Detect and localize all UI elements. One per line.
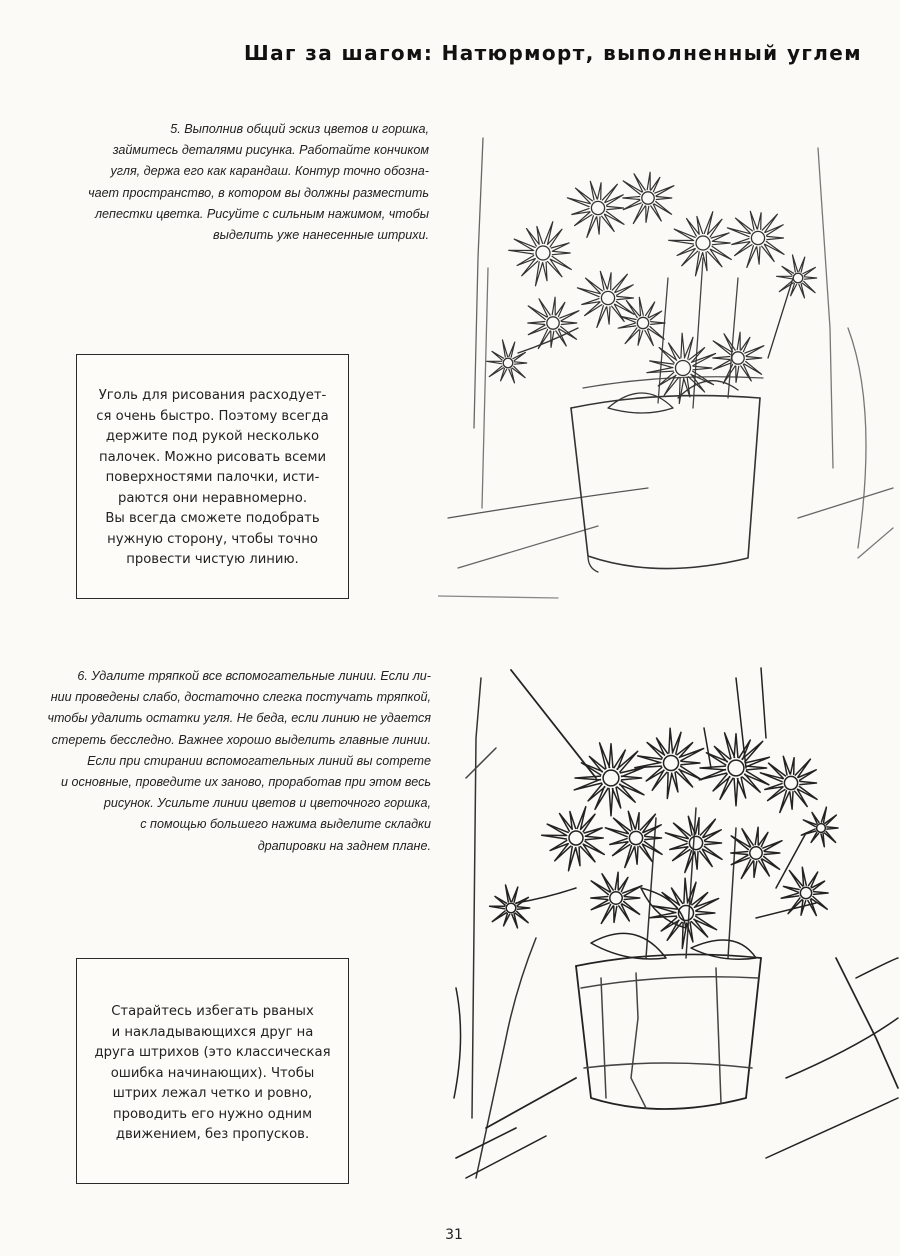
charcoal-sketch-step-6 bbox=[436, 658, 900, 1188]
flower-center bbox=[728, 760, 744, 776]
text-line: палочек. Можно рисовать всеми bbox=[98, 449, 327, 465]
flower-center bbox=[784, 776, 797, 789]
flower-center bbox=[601, 291, 614, 304]
text-line: 5. Выполнив общий эскиз цветов и горшка, bbox=[170, 122, 429, 136]
flower-petals bbox=[591, 872, 642, 923]
flower-petals bbox=[731, 827, 782, 878]
flower-petals bbox=[781, 867, 828, 915]
text-line: поверхностями палочки, исти- bbox=[105, 470, 320, 485]
flower-center bbox=[732, 352, 744, 364]
text-line: стереть бесследно. Важнее хорошо выделить главные линии. bbox=[51, 732, 431, 747]
text-line: 6. Удалите тряпкой все вспомогательные линии. Если ли- bbox=[77, 669, 431, 683]
flower-petals bbox=[487, 340, 527, 383]
flower-petals bbox=[635, 728, 704, 798]
page-number: 31 bbox=[445, 1227, 463, 1243]
text-line: штрих лежал четко и ровно, bbox=[112, 1086, 313, 1101]
flower-center bbox=[610, 892, 622, 904]
flower-petals bbox=[801, 807, 838, 847]
text-line: провести чистую линию. bbox=[126, 552, 299, 567]
text-line: драпировки на заднем плане. bbox=[257, 838, 431, 853]
text-line: Уголь для рисования расходует- bbox=[98, 388, 327, 403]
text-line: с помощью большего нажима выделите складки bbox=[140, 817, 431, 832]
tip-box-charcoal bbox=[76, 354, 349, 599]
charcoal-sketch-step-5 bbox=[438, 128, 898, 628]
flower-center bbox=[800, 887, 811, 898]
text-line: нии проведены слабо, достаточно слегка постучать тряпкой, bbox=[50, 690, 431, 705]
flower-petals bbox=[528, 297, 579, 348]
flower-center bbox=[569, 831, 583, 845]
text-line: раются они неравномерно. bbox=[117, 490, 308, 506]
flower-center bbox=[642, 192, 654, 204]
tip-box-strokes bbox=[76, 958, 349, 1184]
flower-petals bbox=[713, 332, 764, 383]
flower-petals bbox=[542, 807, 605, 871]
text-line: займитесь деталями рисунка. Работайте кончиком bbox=[112, 143, 429, 158]
text-line: друга штрихов (это классическая bbox=[94, 1045, 331, 1060]
page-title: Шаг за шагом: Натюрморт, выполненный углем bbox=[244, 41, 862, 65]
text-line: чтобы удалить остатки угля. Не беда, если линию не удается bbox=[47, 711, 431, 726]
flower-center bbox=[750, 847, 762, 859]
flower-center bbox=[603, 770, 619, 786]
text-line: выделить уже нанесенные штрихи. bbox=[213, 228, 429, 243]
flower-petals bbox=[699, 733, 769, 806]
text-line: угля, держа его как карандаш. Контур точно обозна- bbox=[110, 164, 429, 179]
flower-center bbox=[689, 836, 702, 849]
text-line: нужную сторону, чтобы точно bbox=[107, 531, 318, 547]
flower-center bbox=[751, 231, 764, 244]
flower-petals bbox=[490, 885, 530, 928]
text-line: Если при стирании вспомогательных линий вы сотрете bbox=[87, 753, 431, 768]
text-line: чает пространство, в котором вы должны разместить bbox=[88, 185, 429, 200]
text-line: движением, без пропусков. bbox=[115, 1127, 310, 1142]
flower-petals bbox=[509, 222, 572, 286]
flower-center bbox=[547, 317, 559, 329]
flower-petals bbox=[727, 211, 784, 267]
flower-petals bbox=[567, 181, 624, 237]
flower-center bbox=[506, 903, 516, 913]
flower-petals bbox=[623, 172, 674, 223]
text-line: держите под рукой несколько bbox=[105, 429, 320, 444]
flower-petals bbox=[618, 297, 665, 345]
flower-center bbox=[793, 273, 803, 283]
text-line: ся очень быстро. Поэтому всегда bbox=[96, 408, 329, 424]
flower-petals bbox=[777, 255, 817, 298]
flower-petals bbox=[669, 212, 732, 276]
text-line: лепестки цветка. Рисуйте с сильным нажимом, чтобы bbox=[94, 206, 429, 221]
text-line: ошибка начинающих). Чтобы bbox=[110, 1065, 315, 1081]
flower-petals bbox=[577, 271, 634, 327]
text-line: Старайтесь избегать рваных bbox=[111, 1004, 314, 1019]
text-line: и основные, проведите их заново, проработав при этом весь bbox=[61, 775, 431, 790]
flower-center bbox=[817, 824, 826, 833]
text-line: и накладывающихся друг на bbox=[111, 1024, 314, 1040]
step-6-text bbox=[47, 666, 431, 857]
text-line: рисунок. Усильте линии цветов и цветочного горшка, bbox=[103, 796, 431, 811]
step-5-text bbox=[88, 119, 429, 246]
flower-center bbox=[696, 236, 710, 250]
flower-center bbox=[676, 361, 691, 376]
text-line: Вы всегда сможете подобрать bbox=[105, 511, 320, 526]
flower-center bbox=[637, 317, 648, 328]
flower-center bbox=[591, 201, 604, 214]
flower-center bbox=[536, 246, 550, 260]
flower-center bbox=[629, 831, 642, 844]
flower-petals bbox=[574, 743, 644, 816]
flower-center bbox=[503, 358, 513, 368]
text-line: проводить его нужно одним bbox=[112, 1106, 313, 1122]
flower-petals bbox=[647, 333, 716, 403]
flower-center bbox=[664, 756, 679, 771]
